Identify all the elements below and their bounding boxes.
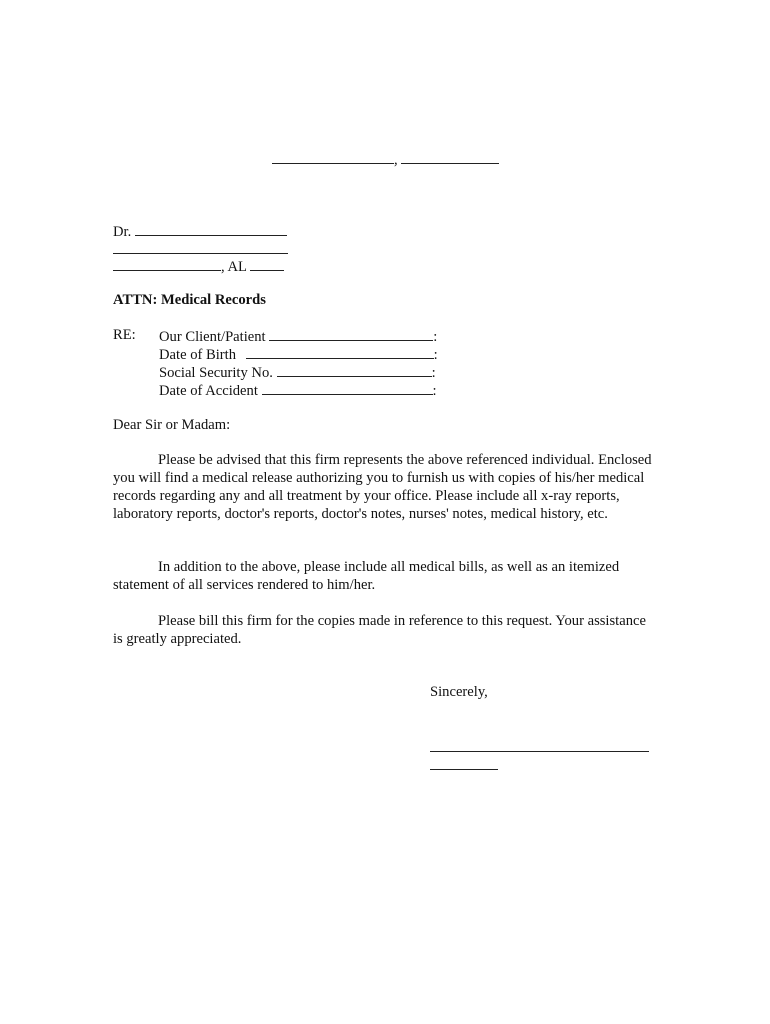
body-paragraph-2: In addition to the above, please include all medical bills, as well as an itemized statement of all services rendered to him/her.	[113, 559, 620, 593]
date-line	[272, 149, 499, 169]
re-row-label: Date of Birth	[159, 347, 237, 363]
re-row-colon: :	[433, 329, 438, 345]
body-paragraph-1: Please be advised that this firm represents the above referenced individual. Enclosed you will find a medical release authorizing you to furnish us with copies of his/her medical records regarding any and all treatment by your office. Please include all x-ray reports, laboratory reports, doctor's reports, doctor's notes, nurses' notes, medical history, etc.	[113, 452, 652, 522]
body-paragraph-3: Please bill this firm for the copies made in reference to this request. Your assistance is greatly appreciated.	[113, 613, 646, 647]
signature-line	[430, 737, 649, 757]
re-row-label: Our Client/Patient	[159, 329, 266, 345]
addressee-line-3	[113, 256, 284, 276]
address-blank[interactable]	[113, 239, 288, 254]
client-name-blank[interactable]	[269, 326, 433, 341]
date-blank-1[interactable]	[272, 149, 394, 164]
salutation-prefix: Dr.	[113, 224, 132, 240]
re-label: RE:	[113, 327, 136, 343]
date-blank-2[interactable]	[401, 149, 499, 164]
re-row-colon: :	[431, 365, 436, 381]
attn-heading: ATTN: Medical Records	[113, 292, 266, 308]
signature-blank[interactable]	[430, 737, 649, 752]
re-row-colon: :	[432, 383, 437, 399]
re-row-accident	[159, 380, 437, 398]
re-row-label: Date of Accident	[159, 383, 258, 399]
state-suffix: , AL	[221, 259, 247, 275]
greeting: Dear Sir or Madam:	[113, 417, 231, 433]
doctor-name-blank[interactable]	[135, 221, 287, 236]
addressee-line-1	[113, 221, 287, 241]
re-row-ssn	[159, 362, 436, 380]
re-row-colon: :	[433, 347, 438, 363]
signer-title-line	[430, 755, 498, 775]
zip-blank[interactable]	[250, 256, 284, 271]
closing: Sincerely,	[430, 684, 488, 700]
re-row-client	[159, 326, 437, 344]
date-separator: ,	[394, 152, 398, 168]
city-blank[interactable]	[113, 256, 221, 271]
dob-blank[interactable]	[246, 344, 434, 359]
accident-date-blank[interactable]	[262, 380, 433, 395]
re-row-dob	[159, 344, 438, 362]
ssn-blank[interactable]	[277, 362, 432, 377]
re-row-label: Social Security No.	[159, 365, 273, 381]
signer-title-blank[interactable]	[430, 755, 498, 770]
